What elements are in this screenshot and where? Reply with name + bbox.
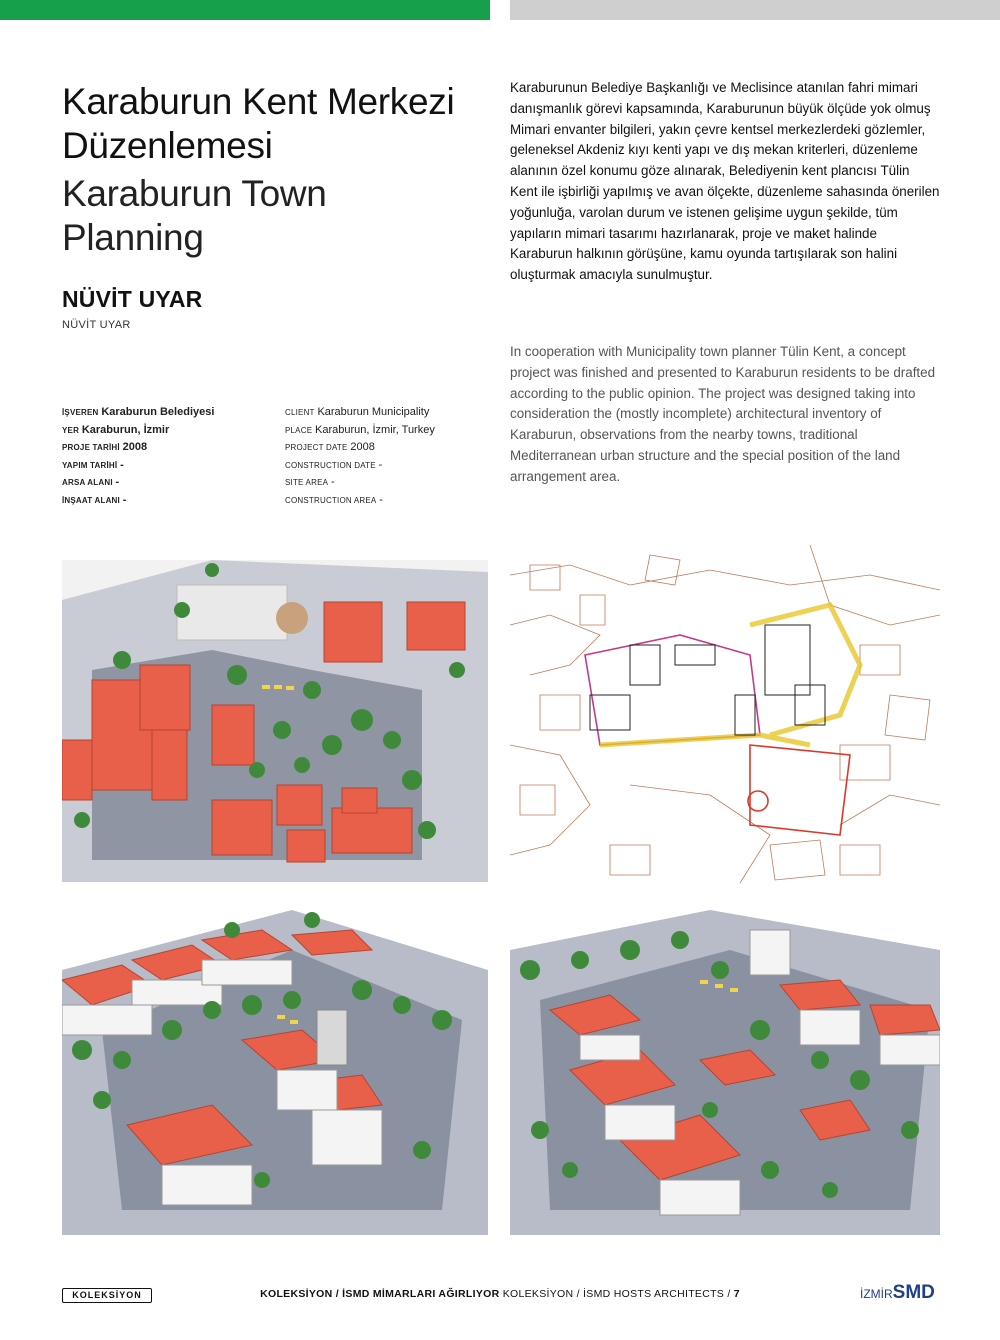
project-info-turkish [62, 404, 272, 509]
brand-small: İZMİR [860, 1287, 893, 1301]
info-row: ARSA ALANI - [62, 476, 120, 488]
info-row: YAPIM TARİHİ - [62, 458, 124, 471]
architect-name: NÜVİT UYAR [62, 286, 203, 312]
title-tr-line-1: Karaburun Kent Merkezi [62, 81, 455, 122]
project-info-english [285, 404, 495, 509]
footer-bold-text: KOLEKSİYON / İSMD MİMARLARI AĞIRLIYOR [260, 1288, 500, 1300]
koleksiyon-logo: KOLEKSİYON [62, 1288, 152, 1303]
project-title-turkish [62, 80, 492, 168]
info-row: YER Karaburun, İzmir [62, 423, 170, 436]
model-photo-top-view [62, 560, 488, 882]
page-number: 7 [733, 1288, 740, 1300]
info-row: İŞVEREN Karaburun Belediyesi [62, 406, 215, 418]
info-row: PROJE TARİHİ 2008 [62, 441, 148, 453]
project-title-english [62, 172, 492, 260]
site-plan-drawing [510, 545, 940, 883]
top-accent-bar-grey [510, 0, 1000, 20]
info-row: CONSTRUCTION AREA - [285, 493, 383, 506]
title-en-line-1: Karaburun Town [62, 173, 327, 214]
top-accent-bar-green [0, 0, 490, 20]
page-footer [0, 1288, 1000, 1300]
model-photo-perspective-right [510, 910, 940, 1235]
info-row: CLIENT Karaburun Municipality [285, 406, 430, 418]
title-en-line-2: Planning [62, 217, 204, 258]
info-row: PLACE Karaburun, İzmir, Turkey [285, 423, 435, 436]
architect-firm: NÜVİT UYAR [62, 319, 131, 331]
info-row: SITE AREA - [285, 476, 335, 488]
footer-regular-text: KOLEKSİYON / İSMD HOSTS ARCHITECTS / [502, 1288, 731, 1300]
model-photo-perspective-left [62, 910, 488, 1235]
brand-big: SMD [892, 1282, 935, 1303]
info-row: CONSTRUCTION DATE - [285, 458, 383, 471]
body-text-turkish: Karaburunun Belediye Başkanlığı ve Meclisince atanılan fahri mimari danışmanlık görevi kapsamında, Karaburunun büyük ölçüde yok olmuş Mimari envanter bilgileri, yakın çevre kentsel merkezlerdeki gözlemler, geleneksel Akdeniz kıyı kenti yapı ve dış mekan kriterleri, düzenleme alanının özel konumu göze alınarak, Belediyenin kent plancısı Tülin Kent ile işbirliği yapılmış ve avan ölçekte, düzenleme sahasında önerilen yoğunluğa, varolan durum ve istenen gelişime uygun şekilde, tüm yapıların mimari tasarımı hazırlanarak, proje ve maket halinde Karaburun halkının görüşüne, kamu oyunda tartışılarak son halini oluşturmak amacıyla sunulmuştur. [510, 80, 940, 283]
body-text-english: In cooperation with Municipality town planner Tülin Kent, a concept project was finished and presented to Karaburun residents to be drafted according to the public opinion. The project was designed taking into consideration the (mostly incomplete) architectural inventory of Karaburun, observations from the nearby towns, traditional Mediterranean urban structure and the special position of the land arrangement area. [510, 344, 936, 484]
info-row: İNŞAAT ALANI - [62, 493, 127, 506]
info-row: PROJECT DATE 2008 [285, 441, 375, 453]
izmir-smd-logo [860, 1282, 935, 1304]
title-tr-line-2: Düzenlemesi [62, 125, 273, 166]
